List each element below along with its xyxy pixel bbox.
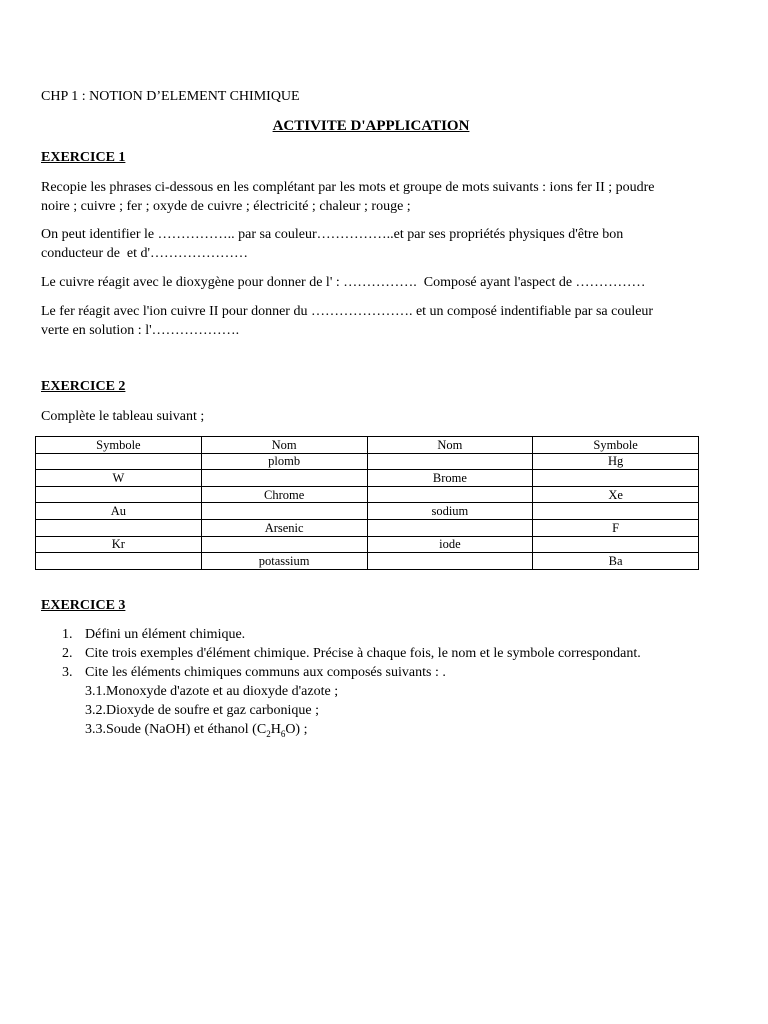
list-item (41, 645, 641, 664)
table-row (36, 536, 699, 553)
sub-question-prefix: 3.3.Soude (NaOH) et éthanol (C (85, 722, 267, 738)
exercise-1-sentence-2 (41, 273, 701, 292)
table-row (36, 519, 699, 536)
instruction-line: noire ; cuivre ; fer ; oxyde de cuivre ; électricité ; chaleur ; rouge ; (41, 199, 411, 214)
question-list (41, 626, 641, 739)
table-cell: Brome (367, 470, 533, 487)
table-cell: Au (36, 503, 202, 520)
table-cell: plomb (201, 453, 367, 470)
table-row (36, 553, 699, 570)
table-cell (533, 503, 699, 520)
table-cell (201, 503, 367, 520)
table-cell (36, 553, 202, 570)
header-cell-symbole: Symbole (36, 437, 202, 454)
table-cell: Kr (36, 536, 202, 553)
activity-title: ACTIVITE D'APPLICATION (272, 118, 470, 134)
sub-question-group (41, 682, 641, 739)
subscript: 2 (266, 729, 271, 740)
exercise-1-heading: EXERCICE 1 (41, 150, 126, 165)
list-item (41, 626, 641, 645)
table-row (36, 486, 699, 503)
header-cell-nom: Nom (201, 437, 367, 454)
table-cell: Ba (533, 553, 699, 570)
exercise-2-instruction: Complète le tableau suivant ; (41, 409, 205, 424)
table-header-row (36, 437, 699, 454)
header-cell-symbole: Symbole (533, 437, 699, 454)
table-row (36, 453, 699, 470)
sub-question: 3.2.Dioxyde de soufre et gaz carbonique ; (85, 703, 320, 719)
table-cell (367, 553, 533, 570)
table-cell: Xe (533, 486, 699, 503)
table-cell (367, 453, 533, 470)
table-cell: Hg (533, 453, 699, 470)
table-cell: F (533, 519, 699, 536)
table-cell: potassium (201, 553, 367, 570)
table-cell (533, 536, 699, 553)
table-cell (201, 536, 367, 553)
sentence-line: verte en solution : l'………………. (41, 323, 240, 338)
table-cell (201, 470, 367, 487)
sentence-line: conducteur de et d'………………… (41, 246, 249, 261)
exercise-3-heading: EXERCICE 3 (41, 598, 126, 613)
exercise-1-instructions (41, 178, 701, 216)
table-row (36, 503, 699, 520)
table-cell: W (36, 470, 202, 487)
table-cell: Chrome (201, 486, 367, 503)
table-cell: sodium (367, 503, 533, 520)
header-cell-nom: Nom (367, 437, 533, 454)
question-number: 2. (62, 645, 73, 661)
question-text: Cite trois exemples d'élément chimique. Précise à chaque fois, le nom et le symbole correspondant. (85, 645, 641, 661)
formula-letter: H (270, 722, 281, 738)
sentence-line: On peut identifier le …………….. par sa couleur……………..et par ses propriétés physiques d'être bon (41, 227, 624, 242)
question-number: 1. (62, 627, 73, 642)
sentence-line: Le cuivre réagit avec le dioxygène pour donner de l' : ……………. Composé ayant l'aspect de …………… (41, 275, 646, 290)
sentence-line: Le fer réagit avec l'ion cuivre II pour donner du …………………. et un composé indentifiable par sa couleur (41, 304, 654, 319)
table-cell (367, 486, 533, 503)
sub-question (41, 720, 641, 739)
table-cell (36, 486, 202, 503)
question-number: 3. (62, 664, 73, 680)
table-cell: Arsenic (201, 519, 367, 536)
exercise-1-sentence-1 (41, 225, 701, 263)
elements-table (35, 436, 699, 570)
exercise-1-sentence-3 (41, 302, 701, 340)
subscript: 6 (280, 729, 286, 740)
question-text: Défini un élément chimique. (85, 627, 246, 642)
exercise-2-heading: EXERCICE 2 (41, 379, 126, 394)
table-cell (533, 470, 699, 487)
instruction-line: Recopie les phrases ci-dessous en les complétant par les mots et groupe de mots suivants : ions fer II ; poudre (41, 180, 655, 195)
sub-question-suffix: O) ; (285, 722, 308, 738)
question-text: Cite les éléments chimiques communs aux composés suivants : . (85, 664, 446, 680)
chapter-title: CHP 1 : NOTION D’ELEMENT CHIMIQUE (41, 89, 300, 104)
table-cell (367, 519, 533, 536)
table-cell: iode (367, 536, 533, 553)
table-row (36, 470, 699, 487)
table-cell (36, 453, 202, 470)
table-cell (36, 519, 202, 536)
list-item (41, 664, 641, 683)
sub-question: 3.1.Monoxyde d'azote et au dioxyde d'azote ; (85, 684, 339, 700)
